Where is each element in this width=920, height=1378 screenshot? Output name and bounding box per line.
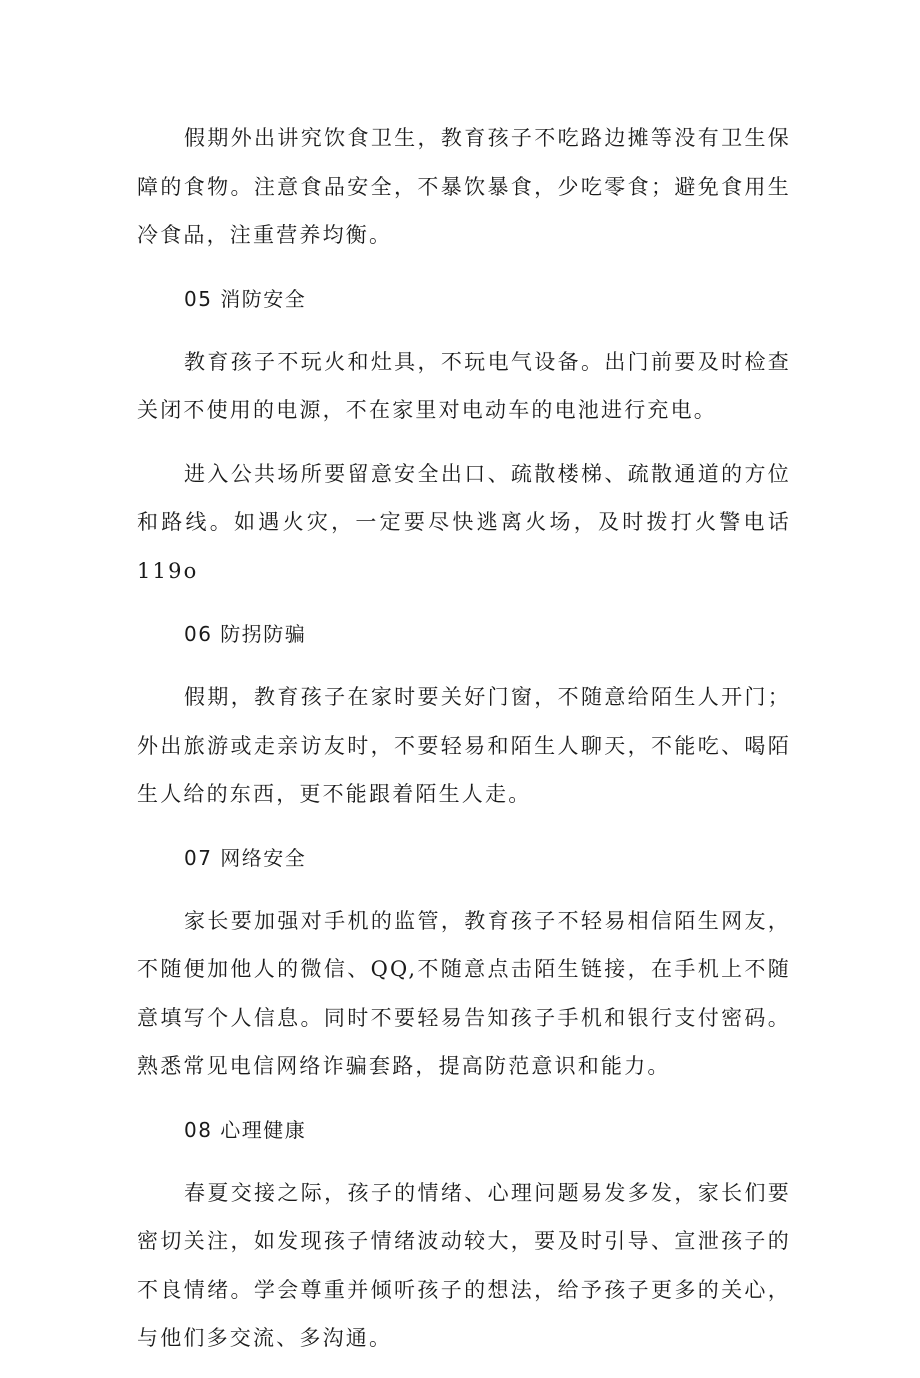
paragraph-food-hygiene: 假期外出讲究饮食卫生，教育孩子不吃路边摊等没有卫生保障的食物。注意食品安全，不暴饮暴食，少吃零食；避免食用生冷食品，注重营养均衡。: [137, 126, 791, 247]
heading-anti-abduction: 06 防拐防骗: [184, 622, 307, 646]
paragraph-mental-health: 春夏交接之际，孩子的情绪、心理问题易发多发，家长们要密切关注，如发现孩子情绪波动较大，要及时引导、宣泄孩子的不良情绪。学会尊重并倾听孩子的想法，给予孩子更多的关心，与他们多交流、多沟通。: [137, 1180, 791, 1350]
heading-network-safety: 07 网络安全: [184, 845, 307, 870]
paragraph-anti-abduction: 假期，教育孩子在家时要关好门窗，不随意给陌生人开门；外出旅游或走亲访友时，不要轻易和陌生人聊天，不能吃、喝陌生人给的东西，更不能跟着陌生人走。: [137, 685, 791, 806]
paragraph-network-safety: 家长要加强对手机的监管，教育孩子不轻易相信陌生网友，不随便加他人的微信、QQ,不随意点击陌生链接，在手机上不随意填写个人信息。同时不要轻易告知孩子手机和银行支付密码。熟悉常见电信网络诈骗套路，提高防范意识和能力。: [137, 908, 791, 1078]
paragraph-fire-devices: 教育孩子不玩火和灶具，不玩电气设备。出门前要及时检查关闭不使用的电源，不在家里对电动车的电池进行充电。: [137, 349, 791, 422]
document-page: [137, 114, 791, 1378]
heading-fire-safety: 05 消防安全: [184, 286, 307, 311]
paragraph-fire-escape: 进入公共场所要留意安全出口、疏散楼梯、疏散通道的方位和路线。如遇火灾，一定要尽快逃离火场，及时拨打火警电话119o: [137, 461, 791, 583]
heading-mental-health: 08 心理健康: [184, 1117, 307, 1142]
